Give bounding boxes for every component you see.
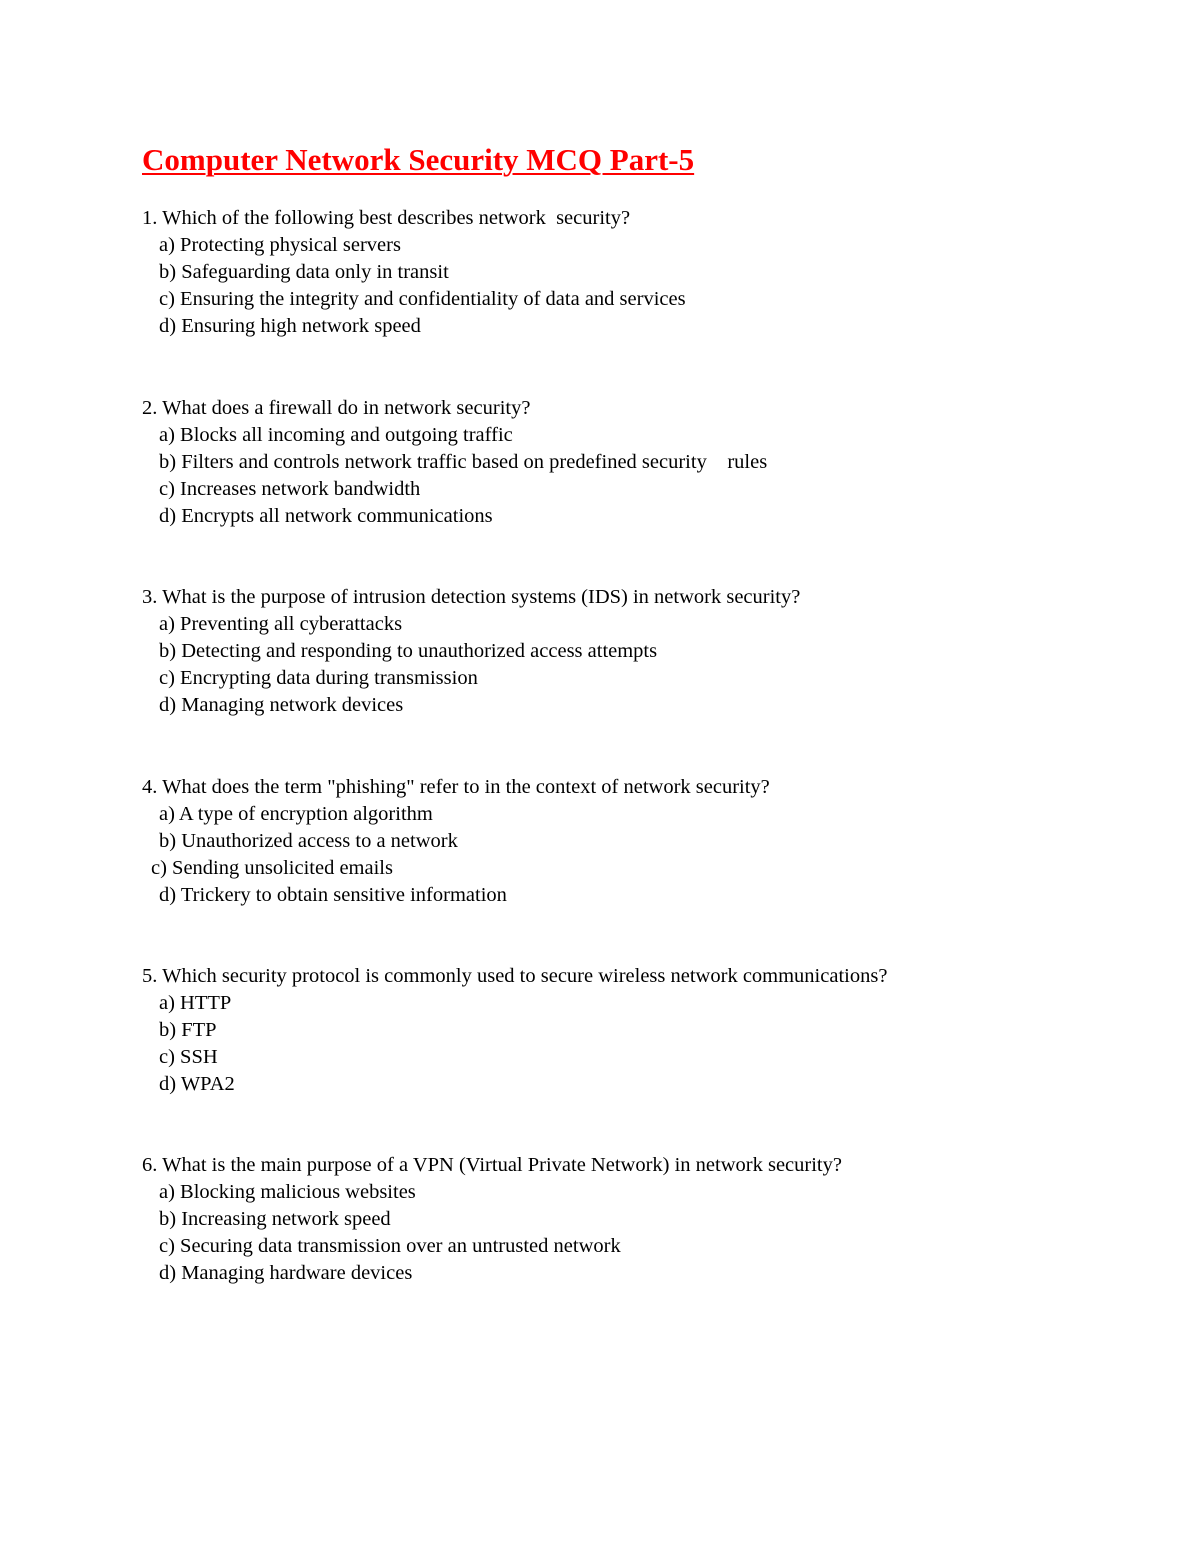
question-5 [142, 963, 1142, 1098]
question-1 [142, 205, 1142, 340]
option-c: c) Securing data transmission over an untrusted network [159, 1235, 621, 1257]
option-a: a) Blocking malicious websites [159, 1181, 416, 1203]
question-6 [142, 1152, 1142, 1287]
question-stem: 6. What is the main purpose of a VPN (Virtual Private Network) in network security? [142, 1154, 842, 1176]
option-d: d) Ensuring high network speed [159, 315, 421, 337]
question-2 [142, 395, 1142, 530]
option-c: c) Sending unsolicited emails [151, 857, 393, 879]
option-a: a) Protecting physical servers [159, 234, 401, 256]
question-stem: 3. What is the purpose of intrusion detection systems (IDS) in network security? [142, 586, 801, 608]
option-b: b) Unauthorized access to a network [159, 830, 458, 852]
option-d: d) Managing network devices [159, 694, 404, 716]
option-d: d) WPA2 [159, 1073, 235, 1095]
option-c: c) Encrypting data during transmission [159, 667, 478, 689]
option-a: a) A type of encryption algorithm [159, 803, 433, 825]
question-3 [142, 584, 1142, 719]
option-c: c) Ensuring the integrity and confidentiality of data and services [159, 288, 686, 310]
question-stem: 1. Which of the following best describes network security? [142, 207, 631, 229]
option-d: d) Encrypts all network communications [159, 505, 493, 527]
option-a: a) Blocks all incoming and outgoing traffic [159, 424, 513, 446]
option-b: b) Safeguarding data only in transit [159, 261, 449, 283]
option-a: a) HTTP [159, 992, 232, 1014]
option-b: b) Increasing network speed [159, 1208, 391, 1230]
option-c: c) Increases network bandwidth [159, 478, 421, 500]
option-b: b) Detecting and responding to unauthorized access attempts [159, 640, 658, 662]
question-4 [142, 774, 1142, 909]
option-b: b) Filters and controls network traffic based on predefined security rules [159, 451, 768, 473]
option-d: d) Trickery to obtain sensitive information [159, 884, 507, 906]
question-stem: 2. What does a firewall do in network security? [142, 397, 531, 419]
question-stem: 4. What does the term "phishing" refer to in the context of network security? [142, 776, 770, 798]
option-b: b) FTP [159, 1019, 217, 1041]
option-c: c) SSH [159, 1046, 218, 1068]
option-a: a) Preventing all cyberattacks [159, 613, 403, 635]
option-d: d) Managing hardware devices [159, 1262, 413, 1284]
document-title: Computer Network Security MCQ Part-5 [142, 142, 695, 177]
question-stem: 5. Which security protocol is commonly used to secure wireless network communications? [142, 965, 888, 987]
